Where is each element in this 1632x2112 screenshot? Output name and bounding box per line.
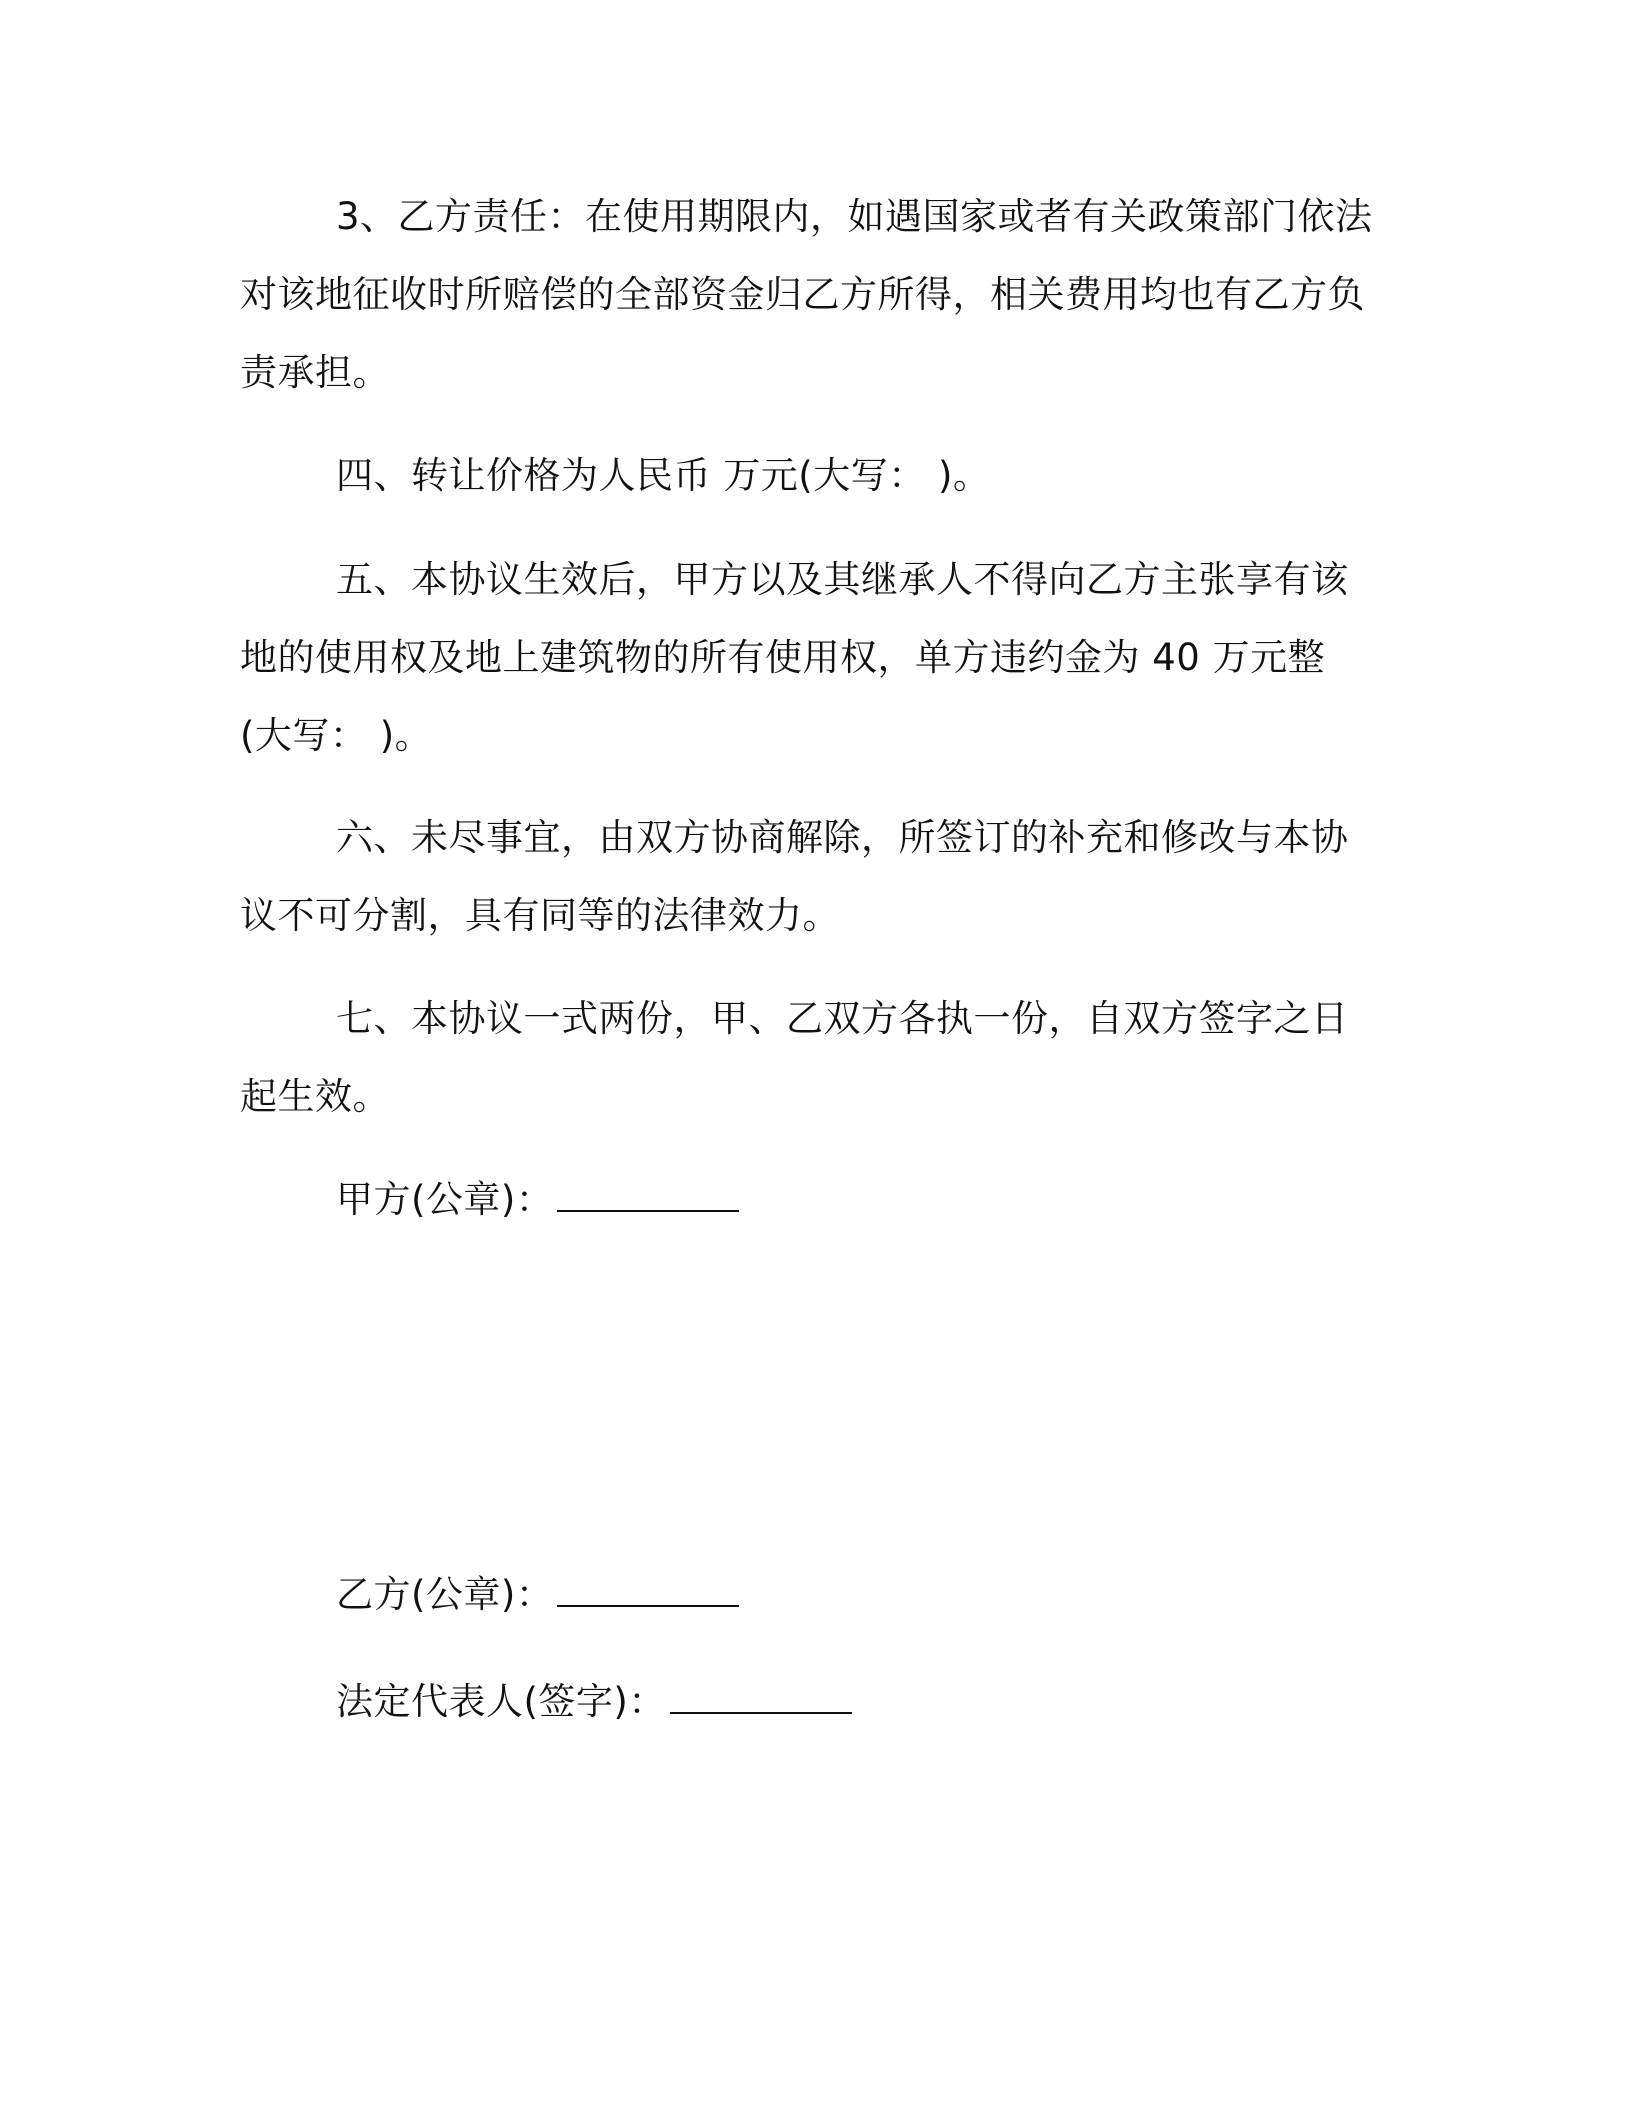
clause-effectiveness: 五、本协议生效后，甲方以及其继承人不得向乙方主张享有该地的使用权及地上建筑物的所有使用权，单方违约金为 40 万元整(大写： )。 <box>240 558 1349 757</box>
party-a-blank[interactable] <box>557 1170 739 1212</box>
clause-copies: 七、本协议一式两份，甲、乙双方各执一份，自双方签字之日起生效。 <box>240 997 1349 1118</box>
party-b-blank[interactable] <box>557 1565 739 1607</box>
legal-rep-label: 法定代表人(签字)： <box>336 1680 666 1723</box>
legal-rep-blank[interactable] <box>670 1672 852 1714</box>
party-a-signature-line <box>336 1170 739 1230</box>
party-b-signature-line <box>336 1565 739 1625</box>
party-b-label: 乙方(公章)： <box>336 1573 554 1616</box>
clause-transfer-price: 四、转让价格为人民币 万元(大写： )。 <box>336 454 991 497</box>
clause-party-b-responsibility: 3、乙方责任：在使用期限内，如遇国家或者有关政策部门依法对该地征收时所赔偿的全部资金归乙方所得，相关费用均也有乙方负责承担。 <box>240 195 1373 394</box>
legal-rep-signature-line <box>336 1672 852 1732</box>
clause-unresolved-matters: 六、未尽事宜，由双方协商解除，所签订的补充和修改与本协议不可分割，具有同等的法律效力。 <box>240 816 1349 937</box>
party-a-label: 甲方(公章)： <box>336 1178 554 1221</box>
